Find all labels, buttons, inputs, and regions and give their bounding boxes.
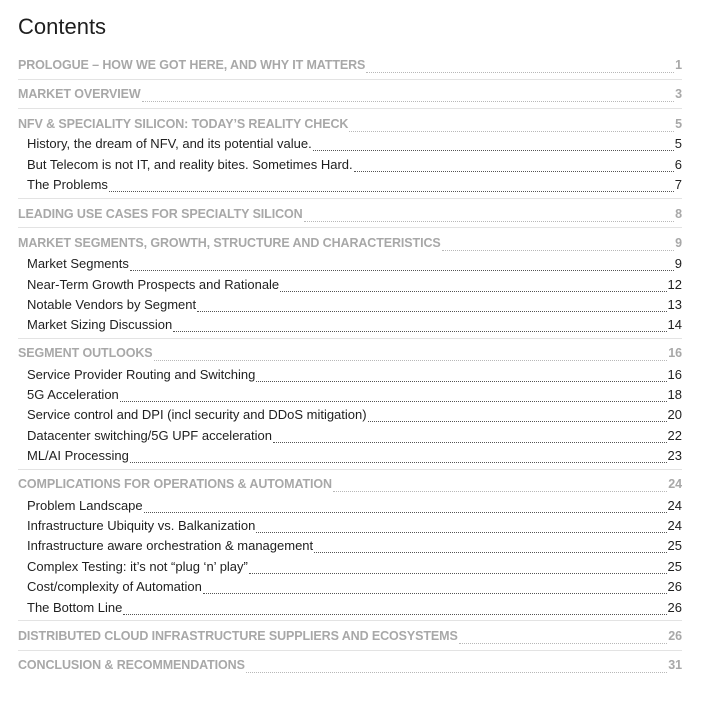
toc-subsection-entry[interactable]: [18, 579, 682, 594]
toc-entry-label: Service Provider Routing and Switching: [18, 367, 255, 382]
toc-entry-label: NFV & SPECIALITY SILICON: TODAY’S REALITY CHECK: [18, 117, 349, 131]
toc-page-number: 1: [675, 58, 682, 72]
toc-subsection-entry[interactable]: [18, 157, 682, 172]
toc-page-number: 25: [667, 559, 682, 574]
toc-entry-label: The Problems: [18, 177, 108, 192]
section-divider: [18, 338, 682, 339]
toc-entry-label: Market Sizing Discussion: [18, 317, 172, 332]
toc-subsection-entry[interactable]: [18, 177, 682, 192]
toc-page-number: 13: [667, 297, 682, 312]
dot-leader: [173, 321, 666, 332]
toc-page-number: 18: [667, 387, 682, 402]
toc-entry-label: Market Segments: [18, 256, 129, 271]
toc-section-entry[interactable]: [18, 658, 682, 672]
toc-subsection-entry[interactable]: [18, 448, 682, 463]
toc-entry-label: LEADING USE CASES FOR SPECIALTY SILICON: [18, 207, 303, 221]
toc-entry-label: DISTRIBUTED CLOUD INFRASTRUCTURE SUPPLIERS AND ECOSYSTEMS: [18, 629, 458, 643]
toc-page-number: 7: [674, 177, 682, 192]
toc-entry-label: Cost/complexity of Automation: [18, 579, 202, 594]
toc-subsection-entry[interactable]: [18, 407, 682, 422]
dot-leader: [354, 161, 674, 172]
section-divider: [18, 108, 682, 109]
dot-leader: [246, 662, 667, 673]
toc-page-number: 24: [667, 498, 682, 513]
dot-leader: [109, 181, 674, 192]
toc-page-number: 5: [675, 117, 682, 131]
dot-leader: [203, 583, 667, 594]
toc-page-number: 16: [668, 346, 682, 360]
toc-entry-label: SEGMENT OUTLOOKS: [18, 346, 153, 360]
toc-subsection-entry[interactable]: [18, 136, 682, 151]
toc-entry-label: Infrastructure Ubiquity vs. Balkanization: [18, 518, 255, 533]
toc-section-entry[interactable]: [18, 58, 682, 72]
dot-leader: [349, 121, 674, 132]
toc-section-entry[interactable]: [18, 477, 682, 491]
toc-page-number: 24: [667, 518, 682, 533]
toc-section-entry[interactable]: [18, 346, 682, 360]
toc-subsection-entry[interactable]: [18, 277, 682, 292]
section-divider: [18, 650, 682, 651]
toc-entry-label: ML/AI Processing: [18, 448, 129, 463]
dot-leader: [256, 371, 666, 382]
section-divider: [18, 79, 682, 80]
toc-page-number: 26: [668, 629, 682, 643]
toc-page-number: 14: [667, 317, 682, 332]
section-divider: [18, 198, 682, 199]
toc-subsection-entry[interactable]: [18, 428, 682, 443]
page-title: Contents: [18, 14, 107, 39]
toc-page-number: 22: [667, 428, 682, 443]
dot-leader: [197, 301, 666, 312]
dot-leader: [366, 62, 674, 73]
toc-page-number: 8: [675, 207, 682, 221]
dot-leader: [314, 542, 666, 553]
toc-page-number: 26: [667, 579, 682, 594]
toc-page-number: 24: [668, 477, 682, 491]
toc-entry-label: 5G Acceleration: [18, 387, 119, 402]
section-divider: [18, 227, 682, 228]
toc-subsection-entry[interactable]: [18, 256, 682, 271]
toc-entry-label: The Bottom Line: [18, 600, 122, 615]
dot-leader: [368, 411, 667, 422]
toc-section-entry[interactable]: [18, 207, 682, 221]
dot-leader: [280, 281, 666, 292]
toc-entry-label: Datacenter switching/5G UPF acceleration: [18, 428, 272, 443]
toc-entry-label: But Telecom is not IT, and reality bites. Sometimes Hard.: [18, 157, 353, 172]
toc-subsection-entry[interactable]: [18, 297, 682, 312]
dot-leader: [333, 481, 667, 492]
toc-entry-label: MARKET SEGMENTS, GROWTH, STRUCTURE AND CHARACTERISTICS: [18, 236, 441, 250]
toc-page-number: 31: [668, 658, 682, 672]
toc-page-number: 3: [675, 87, 682, 101]
toc-entry-label: Complex Testing: it’s not “plug ‘n’ play”: [18, 559, 248, 574]
dot-leader: [130, 452, 667, 463]
dot-leader: [154, 350, 668, 361]
toc-entry-label: History, the dream of NFV, and its potential value.: [18, 136, 312, 151]
toc-subsection-entry[interactable]: [18, 387, 682, 402]
dot-leader: [130, 260, 674, 271]
dot-leader: [459, 633, 668, 644]
toc-entry-label: Notable Vendors by Segment: [18, 297, 196, 312]
dot-leader: [313, 140, 674, 151]
toc-entry-label: Problem Landscape: [18, 498, 143, 513]
toc-entry-label: Service control and DPI (incl security and DDoS mitigation): [18, 407, 367, 422]
dot-leader: [123, 604, 666, 615]
toc-section-entry[interactable]: [18, 236, 682, 250]
toc-page-number: 23: [667, 448, 682, 463]
toc-subsection-entry[interactable]: [18, 498, 682, 513]
toc-page-number: 9: [675, 236, 682, 250]
dot-leader: [249, 563, 667, 574]
toc-entry-label: Infrastructure aware orchestration & management: [18, 538, 313, 553]
toc-entry-label: MARKET OVERVIEW: [18, 87, 141, 101]
toc-page-number: 6: [674, 157, 682, 172]
toc-subsection-entry[interactable]: [18, 317, 682, 332]
section-divider: [18, 620, 682, 621]
toc-subsection-entry[interactable]: [18, 559, 682, 574]
toc-subsection-entry[interactable]: [18, 600, 682, 615]
toc-page-number: 16: [667, 367, 682, 382]
section-divider: [18, 469, 682, 470]
dot-leader: [273, 432, 667, 443]
toc-subsection-entry[interactable]: [18, 367, 682, 382]
dot-leader: [142, 91, 675, 102]
toc-section-entry[interactable]: [18, 87, 682, 101]
toc-subsection-entry[interactable]: [18, 538, 682, 553]
dot-leader: [120, 391, 667, 402]
toc-entry-label: CONCLUSION & RECOMMENDATIONS: [18, 658, 245, 672]
toc-subsection-entry[interactable]: [18, 518, 682, 533]
toc-page-number: 9: [674, 256, 682, 271]
toc-page-number: 26: [667, 600, 682, 615]
toc-entry-label: PROLOGUE – HOW WE GOT HERE, AND WHY IT MATTERS: [18, 58, 366, 72]
dot-leader: [256, 522, 666, 533]
toc-page-number: 12: [667, 277, 682, 292]
toc-page-number: 20: [667, 407, 682, 422]
dot-leader: [144, 502, 667, 513]
toc-page-number: 25: [667, 538, 682, 553]
toc-entry-label: Near-Term Growth Prospects and Rationale: [18, 277, 279, 292]
toc-entry-label: COMPLICATIONS FOR OPERATIONS & AUTOMATION: [18, 477, 332, 491]
toc-section-entry[interactable]: [18, 629, 682, 643]
toc-page-number: 5: [674, 136, 682, 151]
dot-leader: [304, 211, 675, 222]
toc-section-entry[interactable]: [18, 117, 682, 131]
dot-leader: [442, 240, 675, 251]
